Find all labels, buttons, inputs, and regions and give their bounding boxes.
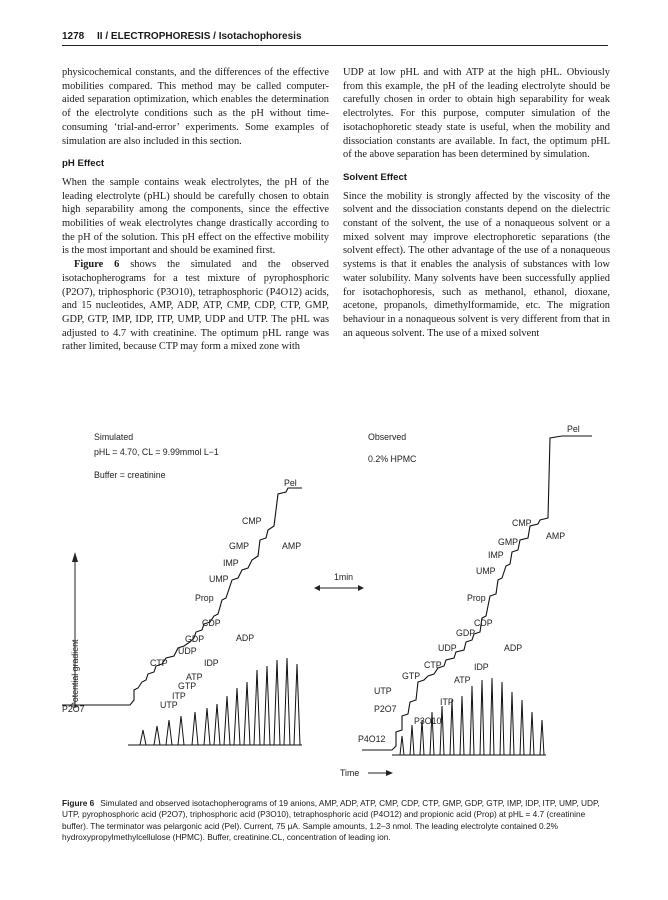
simulated-trace [62,488,302,705]
obs-label-imp: IMP [488,550,504,560]
sim-label-p2o7: P2O7 [62,704,85,714]
obs-label-adp: ADP [504,643,523,653]
obs-label-p4o12: P4O12 [358,734,386,744]
left-para-2: When the sample contains weak electrolytes, the pH of the leading electrolyte (pHL) should be carefully chosen to obtain high separability among the components, since the effective mobilities of weak electrolytes change drastically according to the pH of the solution. This pH effect on the effective mobility is the most important and should be examined first. [62,176,329,257]
sim-buffer: Buffer = creatinine [94,470,166,480]
obs-title: Observed [368,432,407,442]
left-para-3 [62,258,329,354]
figure-caption [62,798,608,844]
sim-label-cmp: CMP [242,516,262,526]
left-para-3-text: shows the simulated and the observed isotachopherograms for a test mixture of pyrophosphoric (P2O7), triphosphoric (P3O10), tetraphosphoric (P4O12) acids, and 15 nucleotides, AMP, ADP, ATP, CMP, CDP, CTP, GMP, GDP, GTP, IMP, IDP, ITP, UMP, UDP and UTP. The pHL was adjusted to 4.7 with creatinine. The optimum pHL range was rather limited, because CTP may form a mixed zone with [62,259,329,353]
sim-label-pel: Pel [284,478,297,488]
left-para-1: physicochemical constants, and the differences of the effective mobilities compared. This method may be called computer-aided separation optimization, which enables the determination of the electrolyte conditions such as the pH without time-consuming ‘trial-and-error’ experiments. Some examples of simulation are also included in this section. [62,67,329,147]
sim-label-atp: ATP [186,672,203,682]
obs-label-gdp: GDP [456,628,476,638]
x-axis-arrowhead-icon [386,770,393,776]
page-number: 1278 [62,31,85,42]
obs-label-gtp: GTP [402,671,421,681]
figure-6-ref: Figure 6 [74,259,120,271]
sim-label-amp: AMP [282,541,302,551]
sim-label-utp: UTP [160,700,178,710]
obs-label-itp: ITP [440,697,454,707]
running-title: II / ELECTROPHORESIS / Isotachophoresis [97,31,302,42]
obs-label-p2o7: P2O7 [374,704,397,714]
sim-label-gmp: GMP [229,541,250,551]
sim-label-ctp: CTP [150,658,168,668]
sim-label-gtp: GTP [178,681,197,691]
sim-label-ump: UMP [209,574,229,584]
figure-6 [62,420,608,786]
obs-label-ump: UMP [476,566,496,576]
sim-label-cdp: CDP [202,618,221,628]
obs-label-prop: Prop [467,593,486,603]
obs-label-ctp: CTP [424,660,442,670]
left-column [62,66,329,354]
y-axis-label: Potential gradient [70,639,80,708]
obs-label-utp: UTP [374,686,392,696]
sim-label-itp: ITP [172,691,186,701]
obs-label-atp: ATP [454,675,471,685]
obs-label-gmp: GMP [498,537,519,547]
caption-label: Figure 6 [62,798,95,808]
right-para-1: UDP at low pHL and with ATP at the high pHL. Obviously from this example, the pH of the leading electrolyte should be carefully chosen in order to obtain high separability for weak electrolytes. For this purpose, computer simulation of the isotachophoretic steady state is useful, when the mobility and dissociation constants are available. In fact, the optimum pHL of the above separation has been determined by simulation. [343,67,610,161]
sim-ph: pHL = 4.70, CL = 9.99mmol L−1 [94,447,219,457]
y-axis-arrowhead-icon [72,552,78,562]
obs-label-idp: IDP [474,662,489,672]
obs-label-p3o10: P3O10 [414,716,442,726]
right-column [343,66,610,340]
obs-label-cdp: CDP [474,618,493,628]
header-rule [62,45,608,46]
obs-label-udp: UDP [438,643,457,653]
x-axis-label: Time [340,768,360,778]
caption-text: Simulated and observed isotachopherograms of 19 anions, AMP, ADP, ATP, CMP, CDP, CTP, GMP, GDP, GTP, IMP, IDP, ITP, UMP, UDP, UTP, pyrophosphoric acid (P2O7), triphosphoric acid (P3O10), tetraphosphoric acid (P4O12) and propionic acid (Prop) at pHL = 4.7 (creatinine buffer). The terminator was pelargonic acid (Pel). Current, 75 μA. Sample amounts, 1.2–3 nmol. The leading electrolyte contained 0.2% hydroxypropylmethylcellulose (HPMC). Buffer, creatinine.CL, concentration of leading ion. [62,798,600,843]
scale-label: 1min [334,572,354,582]
sim-label-gdp: GDP [185,634,205,644]
running-header [62,31,608,45]
obs-hpmc: 0.2% HPMC [368,454,417,464]
obs-label-amp: AMP [546,531,566,541]
sim-label-prop: Prop [195,593,214,603]
obs-label-cmp: CMP [512,518,532,528]
sim-label-idp: IDP [204,658,219,668]
scale-left-arrow-icon [314,585,320,591]
sim-label-adp: ADP [236,633,255,643]
right-para-2: Since the mobility is strongly affected by the viscosity of the solvent and the dissociation constants depend on the dielectric constant of the solvent, the use of a nonaqueous solvent or a mixed solvent may improve electrophoretic separations (the solvent effect). The other advantage of the use of a nonaqueous systems is that it enables the analysis of substances with low water solubility. Many solvents have been successfully applied for isotachophoresis, such as methanol, ethanol, dioxane, acetone, propanols, dimethylformamide, etc. The migration behaviour in a nonaqueous solvent is very different from that in an aqueous solvent. The use of a mixed solvent [343,190,610,339]
sim-title: Simulated [94,432,134,442]
isotachopherogram-figure [62,420,608,786]
scale-right-arrow-icon [358,585,364,591]
heading-solvent-effect: Solvent Effect [343,171,407,183]
obs-label-pel: Pel [567,424,580,434]
sim-label-udp: UDP [178,646,197,656]
sim-label-imp: IMP [223,558,239,568]
heading-ph-effect: pH Effect [62,158,105,170]
